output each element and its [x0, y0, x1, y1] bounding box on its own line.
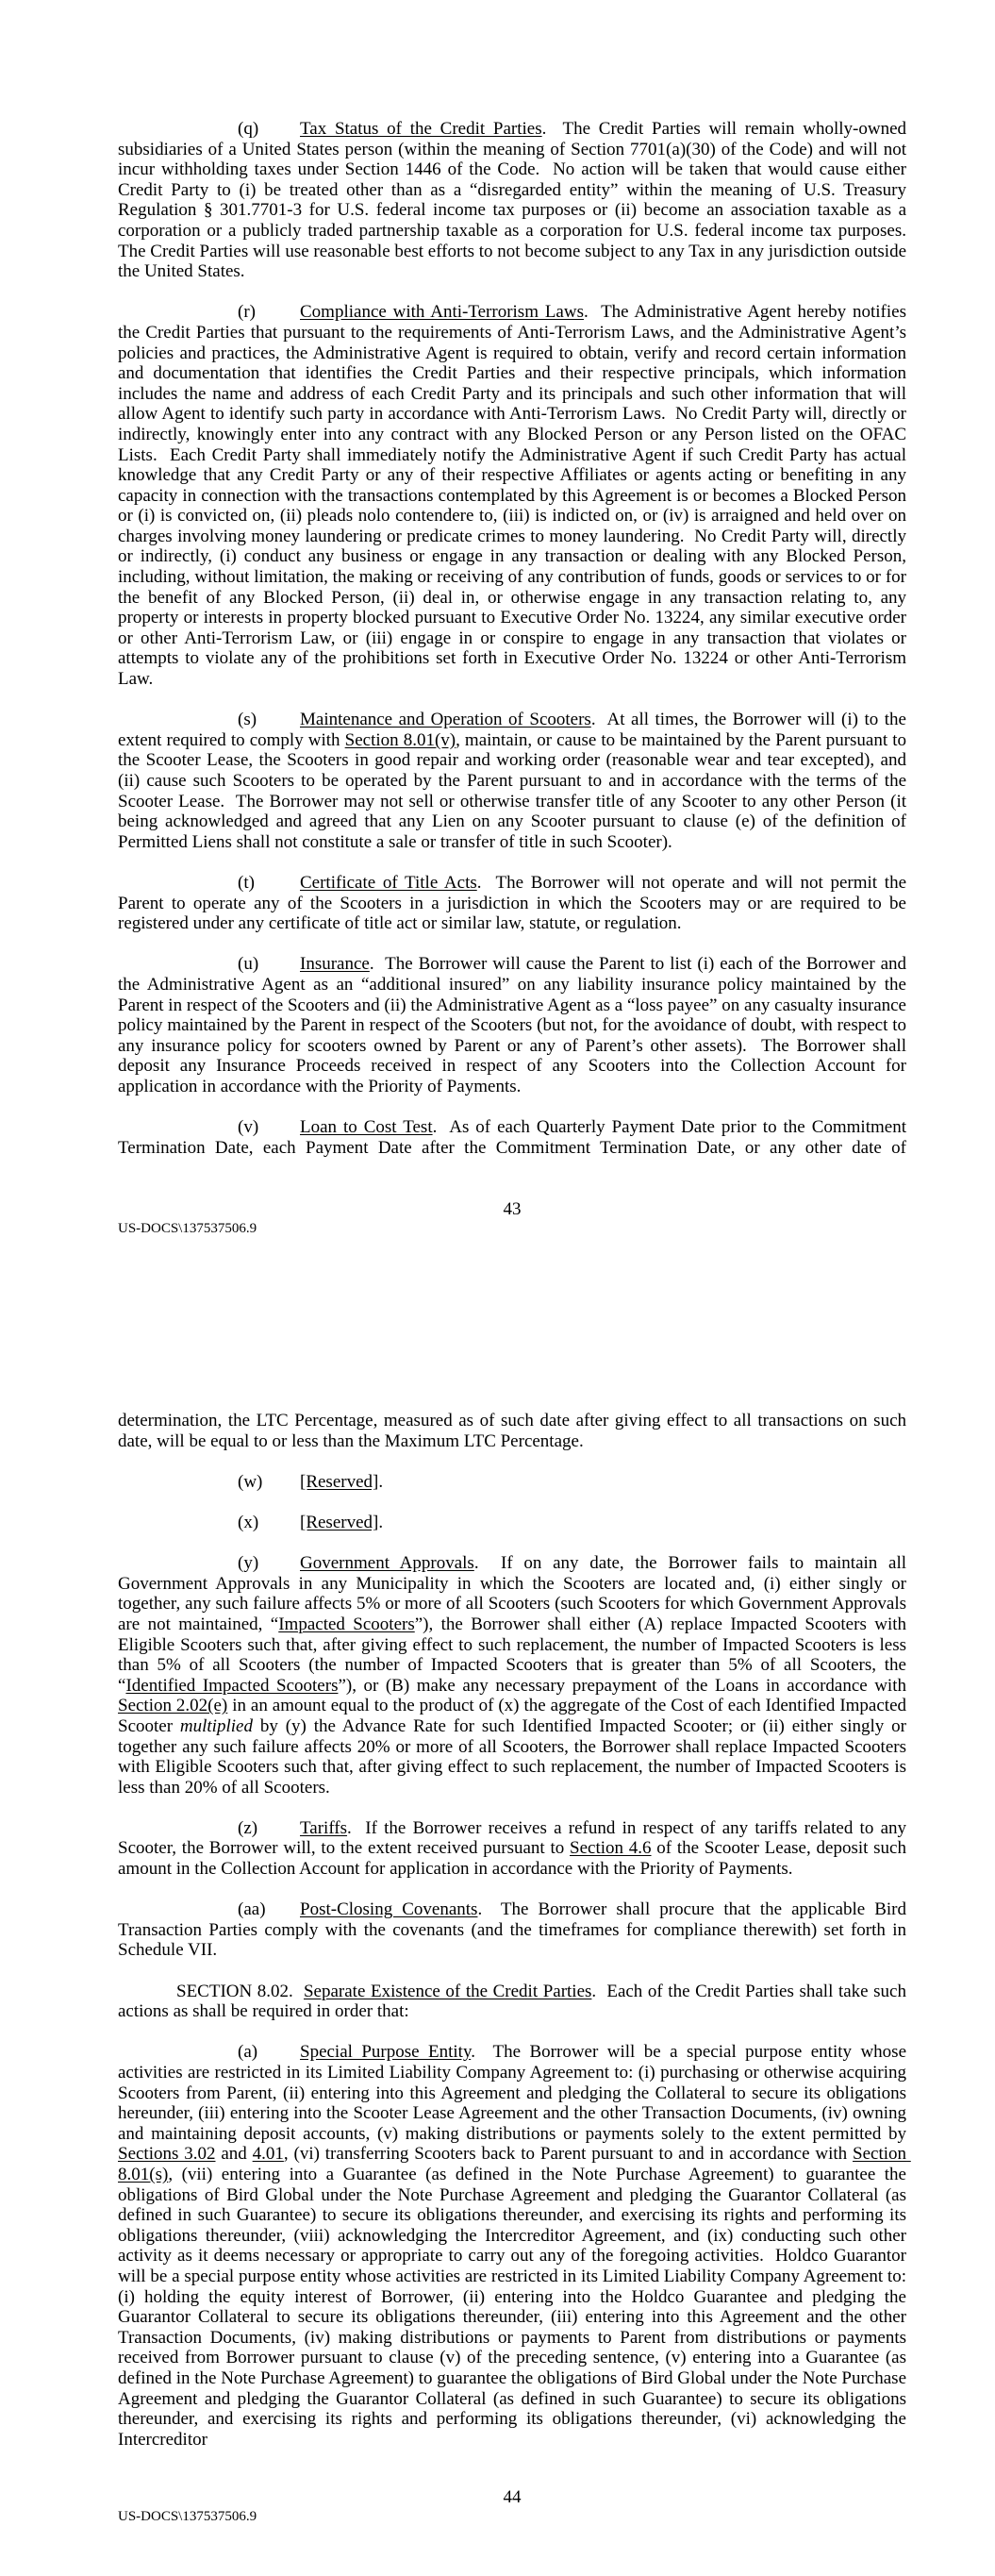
- text-run: . The Borrower will be a special purpose entity whose activities are restricted in its Limited Liability Company Agreement to: (i) purchasing or otherwise acquiring Scooters from Parent, (ii) entering into this Agreement and pledging the Collateral to secure its obligations hereunder, (iii) entering into the Scooter Lease Agreement and the other Transaction Documents, (iv) owning and maintaining deposit accounts, (v) making distributions or payments solely to the extent permitted by: [118, 2042, 911, 2144]
- continuation-paragraph: [118, 1411, 911, 1451]
- underlined-text: Loan to Cost Test: [300, 1117, 433, 1138]
- text-run: .: [378, 1471, 384, 1492]
- covenant-paragraph-u: [118, 954, 911, 1096]
- underlined-text: 4.01: [252, 2144, 284, 2165]
- paragraph-label: (w): [238, 1471, 263, 1492]
- covenant-paragraph-aa: [118, 1899, 911, 1961]
- text-run: , (vi) transferring Scooters back to Parent pursuant to and in accordance with: [283, 2144, 854, 2165]
- text-run: in an amount equal to the product of (x) the aggregate of the Cost of each Identified Impacted Scooter: [118, 1696, 911, 1736]
- underlined-text: Certificate of Title Acts: [300, 872, 477, 893]
- text-run: . The Credit Parties will remain wholly-owned subsidiaries of a United States person (within the meaning of Section 7701(a)(30) of the Code) and will not incur withholding taxes under Section 1446 of the Code. No action will be taken that would cause either Credit Party to (i) be treated other than as a “disregarded entity” within the meaning of U.S. Treasury Regulation § 301.7701-3 for U.S. federal income tax purposes or (ii) become an association taxable as a corporation or a publicly traded partnership taxable as a corporation for U.S. federal income tax purposes. The Credit Parties will use reasonable best efforts to not become subject to any Tax in any jurisdiction outside the United States.: [118, 119, 916, 282]
- paragraph-label: (aa): [238, 1899, 266, 1920]
- underlined-text: Tariffs: [300, 1817, 348, 1838]
- text-run: , (vii) entering into a Guarantee (as defined in the Note Purchase Agreement) to guarantee the obligations of Bird Global under the Note Purchase Agreement and pledging the Guarantor Collateral (as defined in such Guarantee) to secure its obligations thereunder, and exercising its rights and performing its obligations thereunder, (viii) acknowledging the Intercreditor Agreement, and (ix) conducting such other activity as it deems necessary or appropriate to carry out any of the foregoing activities. Holdco Guarantor will be a special purpose entity whose activities are restricted in its Limited Liability Company Agreement to: (i) holding the equity interest of Borrower, (ii) entering into the Holdco Guarantee and pledging the Guarantor Collateral to secure its obligations thereunder, (iii) entering into this Agreement and the other Transaction Documents, (iv) making distributions or payments to Parent from distributions or payments received from Borrower pursuant to clause (v) of the preceding sentence, (v) entering into a Guarantee (as defined in the Note Purchase Agreement) to guarantee the obligations of Bird Global under the Note Purchase Agreement and pledging the Guarantor Collateral (as defined in such Guarantee) to secure its obligations thereunder, and exercising its rights and performing its obligations thereunder, (vi) acknowledging the Intercreditor: [118, 2164, 911, 2450]
- covenant-paragraph-x: [118, 1513, 906, 1533]
- covenant-paragraph-t: [118, 872, 911, 934]
- section-8-02-heading-paragraph: [118, 1981, 911, 2022]
- covenant-paragraph-w: [118, 1472, 906, 1493]
- text-run: . Each of the Credit Parties shall take such actions as shall be required in order that:: [118, 1981, 911, 2022]
- text-run: . The Borrower shall procure that the applicable Bird Transaction Parties comply with the covenants (and the timeframes for compliance therewith) set forth in Schedule VII.: [118, 1899, 911, 1961]
- text-run: . At all times, the Borrower will (i) to the extent required to comply with: [118, 710, 911, 750]
- page-43-text-body: [118, 119, 916, 1179]
- covenant-paragraph-v: [118, 1117, 911, 1158]
- paragraph-label: (v): [238, 1117, 259, 1138]
- text-run: ”), or (B) make any necessary prepayment of the Loans in accordance with: [338, 1675, 911, 1696]
- underlined-text: Identified Impacted Scooters: [125, 1675, 339, 1696]
- underlined-text: Section 4.6: [570, 1838, 652, 1859]
- underlined-text: Insurance: [300, 954, 370, 975]
- underlined-text: [Reserved]: [300, 1512, 379, 1532]
- text-run: , maintain, or cause to be maintained by the Parent pursuant to the Scooter Lease, the Scooters in good repair and working order (reasonable wear and tear excepted), and (ii) cause such Scooters to be operated by the Parent pursuant to and in accordance with the terms of the Scooter Lease. The Borrower may not sell or otherwise transfer title of any Scooter to any other Person (it being acknowledged and agreed that any Lien on any Scooter pursuant to clause (e) of the definition of Permitted Liens shall not constitute a sale or transfer of title in such Scooter).: [118, 729, 911, 852]
- text-run: . The Borrower will cause the Parent to list (i) each of the Borrower and the Administrative Agent as an “additional insured” on any liability insurance policy maintained by the Parent in respect of the Scooters and (ii) the Administrative Agent as a “loss payee” on any casualty insurance policy maintained by the Parent in respect of the Scooters (but not, for the avoidance of doubt, with respect to any insurance policy for scooters owned by Parent or any of Parent’s other assets). The Borrower shall deposit any Insurance Proceeds received in respect of any Scooters into the Collection Account for application in accordance with the Priority of Payments.: [118, 954, 911, 1096]
- page-number: 44: [503, 2487, 522, 2507]
- text-run: . The Administrative Agent hereby notifies the Credit Parties that pursuant to the requirements of Anti-Terrorism Laws, and the Administrative Agent’s policies and practices, the Administrative Agent is required to obtain, verify and record certain information and documentation that identifies the Credit Parties and their respective principals, which information includes the name and address of each Credit Party and its principals and such other information that will allow Agent to identify such party in accordance with Anti-Terrorism Laws. No Credit Party will, directly or indirectly, knowingly enter into any contract with any Blocked Person or any Person listed on the OFAC Lists. Each Credit Party shall immediately notify the Administrative Agent if such Credit Party has actual knowledge that any Credit Party or any of their respective Affiliates or agents acting or benefiting in any capacity in connection with the transactions contemplated by this Agreement is or becomes a Blocked Person or (i) is convicted on, (ii) pleads nolo contendere to, (iii) is indicted on, or (iv) is arraigned and held over on charges involving money laundering or predicate crimes to money laundering. No Credit Party will, directly or indirectly, (i) conduct any business or engage in any transaction or dealing with any Blocked Person, including, without limitation, the making or receiving of any contribution of funds, goods or services to or for the benefit of any Blocked Person, (ii) deal in, or otherwise engage in any transaction relating to, any property or interests in property blocked pursuant to Executive Order No. 13224, any similar executive order or other Anti-Terrorism Law, or (iii) engage in or conspire to engage in any transaction that violates or attempts to violate any of the prohibitions set forth in Executive Order No. 13224 or other Anti-Terrorism Law.: [118, 302, 911, 690]
- paragraph-label: (s): [238, 710, 257, 730]
- document-page-44: [0, 1288, 995, 2576]
- text-run: SECTION 8.02.: [176, 1981, 304, 2001]
- paragraph-label: (r): [238, 302, 256, 323]
- underlined-text: Section 2.02(e): [118, 1696, 228, 1716]
- paragraph-label: (z): [238, 1817, 258, 1838]
- text-run: .: [378, 1512, 384, 1532]
- text-run: determination, the LTC Percentage, measured as of such date after giving effect to all transactions on such date, will be equal to or less than the Maximum LTC Percentage.: [118, 1411, 911, 1451]
- underlined-text: Compliance with Anti-Terrorism Laws: [300, 302, 584, 323]
- text-run: . If the Borrower receives a refund in respect of any tariffs related to any Scooter, the Borrower will, to the extent received pursuant to: [118, 1817, 911, 1859]
- paragraph-label: (y): [238, 1553, 259, 1574]
- page-44-text-body: [118, 1411, 911, 2470]
- document-id-footer: US-DOCS\137537506.9: [118, 1221, 257, 1236]
- underlined-text: Section 8.01(s): [118, 2144, 911, 2184]
- text-run: . The Borrower will not operate and will not permit the Parent to operate any of the Scooters in a jurisdiction in which the Scooters may or are required to be registered under any certificate of title act or similar law, statute, or regulation.: [118, 872, 911, 934]
- underlined-text: Separate Existence of the Credit Parties: [303, 1981, 592, 2001]
- paragraph-label: (t): [238, 872, 255, 893]
- underlined-text: Maintenance and Operation of Scooters: [300, 710, 591, 730]
- document-id-footer: US-DOCS\137537506.9: [118, 2509, 257, 2524]
- paragraph-label: (q): [238, 119, 259, 139]
- covenant-paragraph-r: [118, 302, 911, 690]
- text-run: and: [215, 2144, 253, 2165]
- covenant-paragraph-z: [118, 1817, 911, 1880]
- underlined-text: Tax Status of the Credit Parties: [300, 119, 542, 139]
- underlined-text: Post-Closing Covenants: [300, 1899, 478, 1920]
- underlined-text: Government Approvals: [300, 1553, 474, 1574]
- underlined-text: Impacted Scooters: [278, 1614, 415, 1634]
- underlined-text: Special Purpose Entity: [300, 2042, 472, 2063]
- text-run: . If on any date, the Borrower fails to maintain all Government Approvals in any Municipality in which the Scooters are located and, (i) either singly or together, any such failure affects 5% or more of all Scooters (such Scooters for which Government Approvals are not maintained, “: [118, 1553, 911, 1634]
- covenant-paragraph-a-special-purpose-entity: [118, 2042, 911, 2450]
- italic-text: multiplied: [179, 1715, 253, 1736]
- text-run: of the Scooter Lease, deposit such amount in the Collection Account for application in accordance with the Priority of Payments.: [118, 1838, 911, 1880]
- text-run: ”), the Borrower shall either (A) replace Impacted Scooters with Eligible Scooters such that, after giving effect to such replacement, the number of Impacted Scooters is less than 5% of all Scooters (the number of Impacted Scooters that is greater than 5% of all Scooters, the “: [118, 1614, 911, 1696]
- underlined-text: [Reserved]: [300, 1471, 379, 1492]
- text-run: . As of each Quarterly Payment Date prior to the Commitment Termination Date, each Payment Date after the Commitment Termination Date, or any other date of: [118, 1117, 911, 1158]
- paragraph-label: (a): [238, 2042, 258, 2063]
- underlined-text: Section 8.01(v): [344, 729, 456, 750]
- covenant-paragraph-q: [118, 119, 916, 282]
- underlined-text: Sections 3.02: [118, 2144, 216, 2165]
- text-run: by (y) the Advance Rate for such Identified Impacted Scooter; or (ii) either singly or together any such failure affects 20% or more of all Scooters, the Borrower shall replace Impacted Scooters with Eligible Scooters such that, after giving effect to such replacement, the number of Impacted Scooters is less than 20% of all Scooters.: [118, 1715, 911, 1798]
- page-number: 43: [503, 1199, 522, 1219]
- covenant-paragraph-y: [118, 1553, 911, 1798]
- paragraph-label: (u): [238, 954, 259, 975]
- covenant-paragraph-s: [118, 710, 911, 852]
- paragraph-label: (x): [238, 1512, 259, 1532]
